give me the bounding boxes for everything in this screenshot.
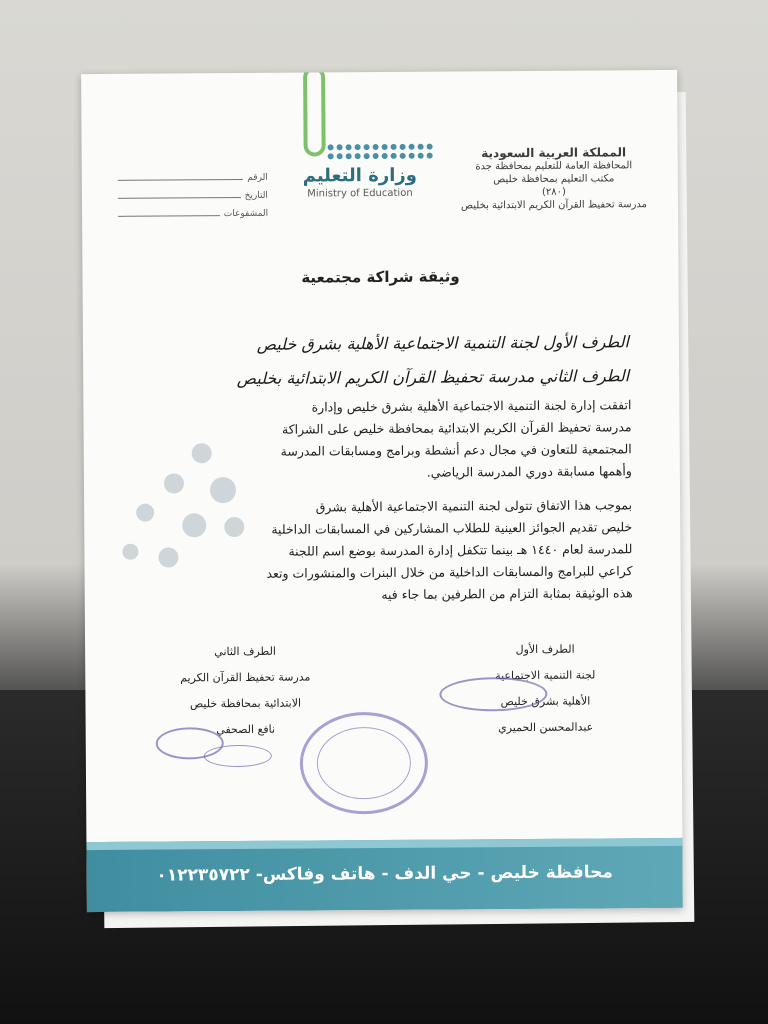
- party-second-line: الطرف الثاني مدرسة تحفيظ القرآن الكريم الابتدائية بخليص: [236, 366, 630, 389]
- paragraph-2: [124, 494, 633, 608]
- document-title: وثيقة شراكة مجتمعية: [301, 267, 460, 287]
- text-line: المجتمعية للتعاون في مجال دعم أنشطة وبرامج ومسابقات المدرسة: [280, 441, 632, 459]
- logo-dots-icon: [310, 144, 450, 151]
- footer-bar: [86, 838, 682, 912]
- school-label: مدرسة تحفيظ القرآن الكريم الابتدائية بخليص: [460, 199, 648, 212]
- signature-scribble-second-tail: [204, 745, 272, 767]
- logo-arabic-text: وزارة التعليم: [302, 164, 417, 187]
- number-label: الرقم: [247, 172, 268, 183]
- code-label: (٢٨٠): [541, 186, 566, 198]
- reference-fields: [118, 165, 268, 220]
- first-party-heading: الطرف الأول: [515, 642, 575, 657]
- text-line: اتفقت إدارة لجنة التنمية الاجتماعية الأهلية بشرق خليص وإدارة: [311, 397, 632, 415]
- second-party-name: نافع الصحفي: [216, 722, 276, 737]
- party-first-line: الطرف الأول لجنة التنمية الاجتماعية الأهلية بشرق خليص: [256, 332, 630, 354]
- date-label: التاريخ: [244, 190, 268, 201]
- footer-contact: محافظة خليص - حي الدف - هاتف وفاكس- ٠١٢٢٣٥٧٢٢: [156, 862, 613, 886]
- school-stamp: [300, 712, 429, 815]
- text-line: بموجب هذا الاتفاق تتولى لجنة التنمية الاجتماعية الأهلية بشرق: [315, 497, 633, 515]
- logo-english-text: Ministry of Education: [307, 187, 413, 200]
- document-paper: [81, 70, 683, 912]
- first-party-line2: الأهلية بشرق خليص: [500, 694, 591, 709]
- text-line: كراعي للبرامج والمسابقات الداخلية من خلال البنرات والمنشورات وتعد: [266, 563, 633, 581]
- second-party-line2: الابتدائية بمحافظة خليص: [189, 696, 302, 711]
- second-party-line1: مدرسة تحفيظ القرآن الكريم: [180, 670, 311, 685]
- first-party-line1: لجنة التنمية الاجتماعية: [495, 668, 596, 683]
- office-label: مكتب التعليم بمحافظة خليص: [493, 173, 615, 186]
- attachments-label: المشفوعات: [223, 208, 269, 220]
- text-line: وأهمها مسابقة دوري المدرسة الرياضي.: [426, 463, 632, 480]
- logo-dots-icon: [310, 153, 450, 160]
- second-party-heading: الطرف الثاني: [214, 644, 277, 659]
- letterhead-right: [454, 146, 654, 212]
- paragraph-1: [123, 394, 632, 486]
- ministry-logo: [270, 144, 451, 225]
- text-line: خليص تقديم الجوائز العينية للطلاب المشاركين في المسابقات الداخلية: [271, 519, 633, 537]
- text-line: مدرسة تحفيظ القرآن الكريم الابتدائية بمحافظة خليص على الشراكة: [281, 419, 632, 437]
- text-line: هذه الوثيقة بمثابة التزام من الطرفين بما جاء فيه: [381, 585, 633, 603]
- text-line: للمدرسة لعام ١٤٤٠ هـ بينما تتكفل إدارة المدرسة بوضع اسم اللجنة: [288, 541, 633, 559]
- kingdom-label: المملكة العربية السعودية: [481, 145, 627, 161]
- directorate-label: المحافظة العامة للتعليم بمحافظة جدة: [475, 160, 633, 173]
- first-party-name: عبدالمحسن الحميري: [498, 720, 594, 735]
